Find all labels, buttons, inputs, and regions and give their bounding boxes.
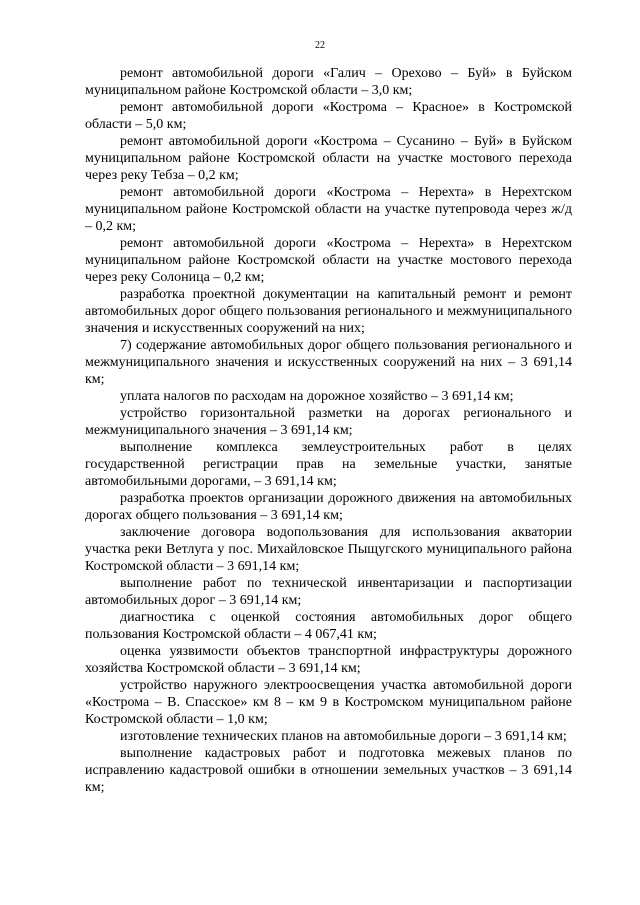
paragraph: разработка проектной документации на капитальный ремонт и ремонт автомобильных дорог общего пользования регионального и межмуниципального значения и искусственных сооружений на них;: [85, 287, 572, 336]
paragraph: выполнение комплекса землеустроительных работ в целях государственной регистрации прав на земельные участки, занятые автомобильными дорогами, – 3 691,14 км;: [85, 440, 572, 489]
document-body: [85, 65, 572, 796]
paragraph: устройство наружного электроосвещения участка автомобильной дороги «Кострома – В. Спасское» км 8 – км 9 в Костромском муниципальном районе Костромской области – 1,0 км;: [85, 678, 572, 727]
paragraph: 7) содержание автомобильных дорог общего пользования регионального и межмуниципального значения и искусственных сооружений на них – 3 691,14 км;: [85, 338, 572, 387]
paragraph: диагностика с оценкой состояния автомобильных дорог общего пользования Костромской области – 4 067,41 км;: [85, 610, 572, 642]
page-number: 22: [315, 40, 325, 51]
paragraph: устройство горизонтальной разметки на дорогах регионального и межмуниципального значения – 3 691,14 км;: [85, 406, 572, 438]
paragraph: заключение договора водопользования для использования акватории участка реки Ветлуга у пос. Михайловское Пыщугского муниципального района Костромской области – 3 691,14 км;: [85, 525, 572, 574]
paragraph: ремонт автомобильной дороги «Кострома – Сусанино – Буй» в Буйском муниципальном районе Костромской области на участке мостового перехода через реку Тебза – 0,2 км;: [85, 134, 572, 183]
paragraph: выполнение кадастровых работ и подготовка межевых планов по исправлению кадастровой ошибки в отношении земельных участков – 3 691,14 км;: [85, 746, 572, 795]
paragraph: ремонт автомобильной дороги «Кострома – Нерехта» в Нерехтском муниципальном районе Костромской области на участке путепровода через ж/д – 0,2 км;: [85, 185, 572, 234]
paragraph: уплата налогов по расходам на дорожное хозяйство – 3 691,14 км;: [120, 389, 514, 404]
paragraph: оценка уязвимости объектов транспортной инфраструктуры дорожного хозяйства Костромской области – 3 691,14 км;: [85, 644, 572, 676]
paragraph: разработка проектов организации дорожного движения на автомобильных дорогах общего пользования – 3 691,14 км;: [85, 491, 572, 523]
paragraph: ремонт автомобильной дороги «Кострома – Нерехта» в Нерехтском муниципальном районе Костромской области на участке мостового перехода через реку Солоница – 0,2 км;: [85, 236, 572, 285]
paragraph: изготовление технических планов на автомобильные дороги – 3 691,14 км;: [120, 729, 567, 744]
paragraph: ремонт автомобильной дороги «Галич – Орехово – Буй» в Буйском муниципальном районе Костромской области – 3,0 км;: [85, 66, 572, 98]
paragraph: ремонт автомобильной дороги «Кострома – Красное» в Костромской области – 5,0 км;: [85, 100, 572, 132]
paragraph: выполнение работ по технической инвентаризации и паспортизации автомобильных дорог – 3 691,14 км;: [85, 576, 572, 608]
